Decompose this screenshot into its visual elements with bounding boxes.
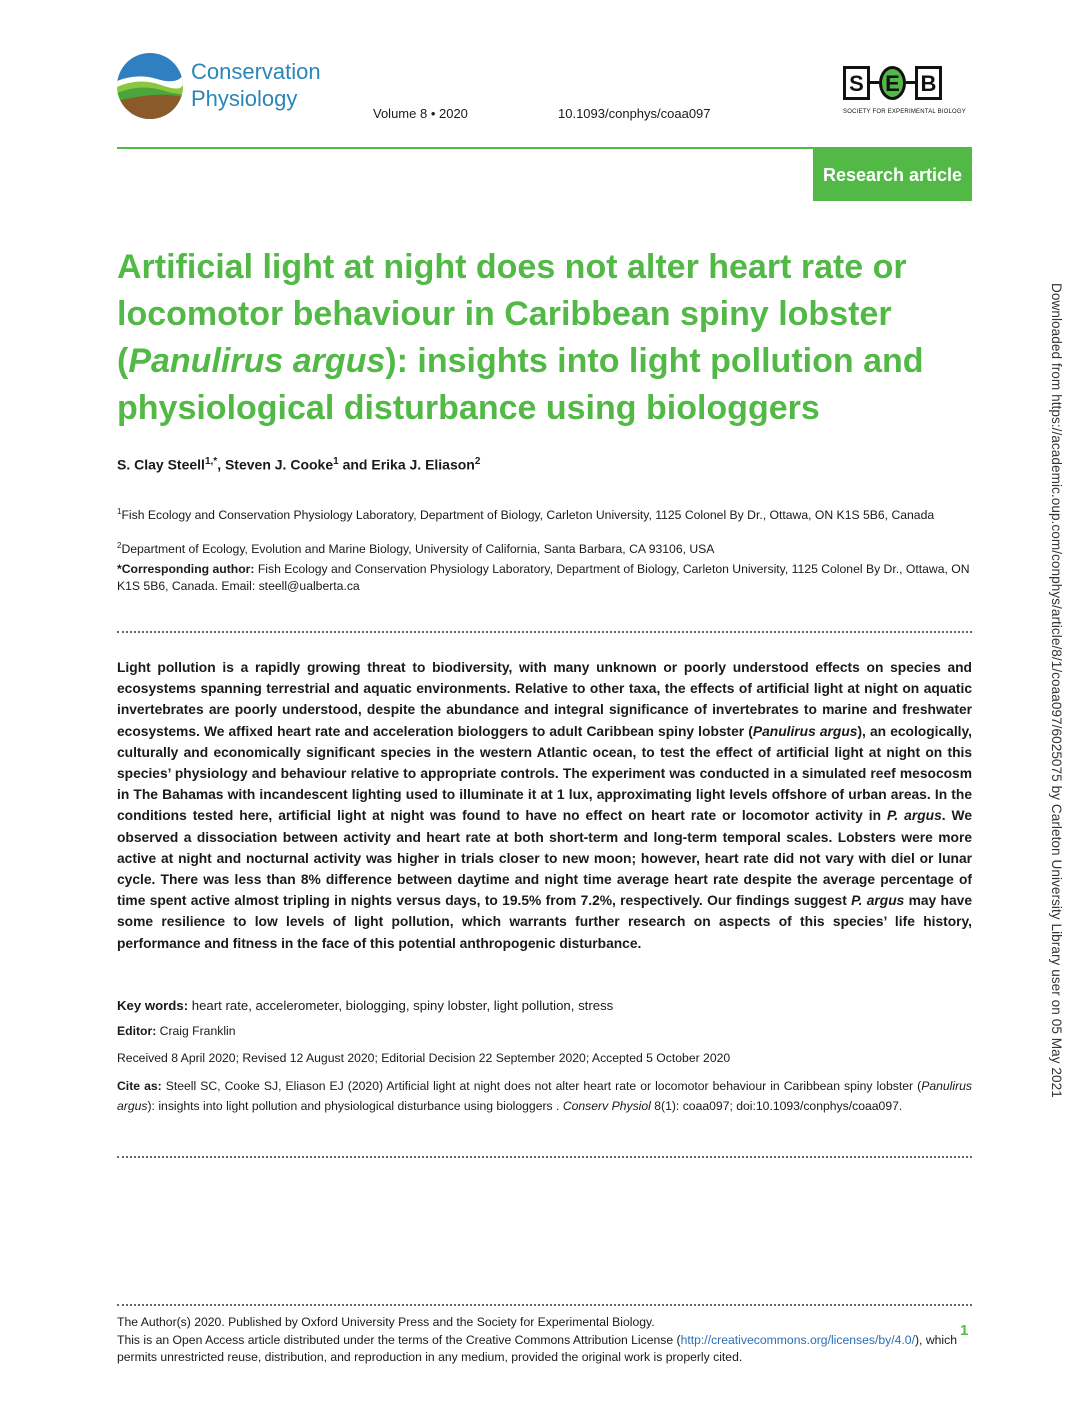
affiliation-text: Fish Ecology and Conservation Physiology Laboratory, Department of Biology, Carleton University, 1125 Colonel By Dr., Ottawa, ON K1S 5B6, Canada [121, 508, 935, 523]
history-dates: Received 8 April 2020; Revised 12 August 2020; Editorial Decision 22 September 2020; Accepted 5 October 2020 [117, 1051, 731, 1065]
author-sup: 2 [474, 456, 481, 467]
affiliation-sup: 2 [117, 541, 122, 550]
seb-dash [906, 81, 915, 84]
author-list [117, 456, 480, 473]
cite-text: 8(1): coaa097; doi:10.1093/conphys/coaa097. [650, 1098, 903, 1113]
article-title [117, 244, 977, 432]
title-species: Panulirus argus [128, 342, 386, 380]
title-part1: Artificial light at night does not alter heart rate or locomotor behaviour in Caribbean spiny lobster ( [117, 248, 907, 380]
editor-label: Editor: [117, 1024, 157, 1038]
journal-name-line1: Conservation [191, 59, 321, 84]
abstract-species: P. argus [851, 893, 905, 909]
license-text: ), which permits unrestricted reuse, distribution, and reproduction in any medium, provided the original work is properly cited. [117, 1332, 957, 1364]
keywords-text: heart rate, accelerometer, biologging, spiny lobster, light pollution, stress [188, 998, 614, 1013]
dotted-divider [117, 1156, 972, 1158]
affiliation-1 [117, 503, 972, 524]
title-part2: ): insights into light pollution and physiological disturbance using biologgers [117, 342, 924, 427]
author-name: Steven J. Cooke [224, 456, 334, 473]
download-notice-text: Downloaded from https://academic.oup.com/conphys/article/8/1/coaa097/6025075 by Carleton University Library user on 05 May 2021 [1049, 283, 1064, 1098]
download-notice [1046, 283, 1066, 1143]
editor [117, 1022, 972, 1041]
abstract [117, 657, 972, 954]
dotted-divider [117, 1304, 972, 1306]
cite-species: Panulirus argus [117, 1079, 972, 1113]
license-link[interactable]: http://creativecommons.org/licenses/by/4.0/ [680, 1332, 915, 1347]
author-separator: and [338, 456, 372, 473]
cite-text: ): insights into light pollution and physiological disturbance using biologgers . [147, 1098, 563, 1113]
license [117, 1332, 957, 1367]
keywords-label: Key words: [117, 998, 189, 1013]
abstract-text: may have some resilience to low levels of light pollution, which warrants further research on aspects of this species’ life history, performance and fitness in the face of this potential anthropogenic disturbance. [117, 893, 973, 951]
affiliation-2 [117, 537, 972, 558]
seb-letter-s: S [843, 66, 870, 100]
seb-letter-b: B [915, 66, 942, 100]
dotted-divider [117, 631, 972, 633]
volume-info: Volume 8 • 2020 [373, 106, 468, 121]
abstract-text: . We observed a dissociation between activity and heart rate at both short-term and long-term temporal scales. Lobsters were more active at night and nocturnal activity was higher in trials closer to new moon; however, heart rate did not vary with diel or lunar cycle. There was less than 8% difference between daytime and night time average heart rate despite the average percentage of time spent active almost tripling in nights versus days, to 19.5% from 7.2%, respectively. Our findings suggest [117, 808, 973, 909]
corresponding-label: *Corresponding author: [117, 562, 255, 576]
author-name: S. Clay Steell [117, 456, 205, 473]
seb-letter-e: E [879, 66, 906, 100]
abstract-text: ), an ecologically, culturally and economically significant species in the western Atlantic ocean, to test the effect of artificial light at night on this species’ physiology and behaviour relative to appropriate controls. The experiment was conducted in a simulated reef mesocosm in The Bahamas with incandescent lighting used to illuminate it at 1 lux, approximating light levels offshore of urban areas. In the conditions tested here, artificial light at night was found to have no effect on heart rate or locomotor activity in [117, 723, 972, 824]
editor-name: Craig Franklin [156, 1024, 236, 1038]
cite-label: Cite as: [117, 1079, 162, 1093]
cite-journal: Conserv Physiol [562, 1098, 651, 1113]
journal-logo [117, 53, 183, 119]
doi-text: 10.1093/conphys/coaa097 [558, 106, 711, 121]
author-sup: 1, [204, 456, 214, 467]
journal-name-line2: Physiology [191, 86, 298, 111]
abstract-text: Light pollution is a rapidly growing threat to biodiversity, with many unknown or poorly understood effects on species and ecosystems spanning terrestrial and aquatic environments. Relative to other taxa, the effects of artificial light at night on aquatic invertebrates are poorly understood, despite the abundance and integral significance of invertebrates to marine and freshwater ecosystems. We affixed heart rate and acceleration biologgers to adult Caribbean spiny lobster ( [117, 660, 972, 739]
author-sup: 1 [333, 456, 339, 467]
abstract-species: P. argus [886, 808, 942, 824]
copyright: The Author(s) 2020. Published by Oxford University Press and the Society for Experimental Biology. [117, 1315, 655, 1329]
author-name: Erika J. Eliason [371, 456, 475, 473]
article-type-tag: Research article [813, 149, 972, 201]
journal-name [191, 58, 321, 112]
page-number: 1 [960, 1322, 969, 1339]
corresponding-text: Fish Ecology and Conservation Physiology Laboratory, Department of Biology, Carleton University, 1125 Colonel By Dr., Ottawa, ON K1S 5B6, Canada. Email: steell@ualberta.ca [117, 562, 970, 593]
corresponding-mark: * [213, 456, 218, 467]
corresponding-author [117, 561, 972, 595]
footer [117, 1314, 957, 1367]
keywords [117, 998, 613, 1013]
affiliation-text: Department of Ecology, Evolution and Marine Biology, University of California, Santa Barbara, CA 93106, USA [121, 542, 715, 557]
seb-dash [870, 81, 879, 84]
affiliation-sup: 1 [117, 507, 122, 516]
author-separator: , [217, 456, 225, 473]
citation [117, 1077, 972, 1116]
seb-subtitle: SOCIETY FOR EXPERIMENTAL BIOLOGY [843, 109, 966, 115]
cite-text: Steell SC, Cooke SJ, Eliason EJ (2020) Artificial light at night does not alter heart rate or locomotor behaviour in Caribbean spiny lobster ( [161, 1079, 922, 1093]
abstract-species: Panulirus argus [752, 723, 858, 739]
seb-logo [843, 66, 942, 100]
license-text: This is an Open Access article distributed under the terms of the Creative Commons Attribution License ( [117, 1332, 681, 1347]
